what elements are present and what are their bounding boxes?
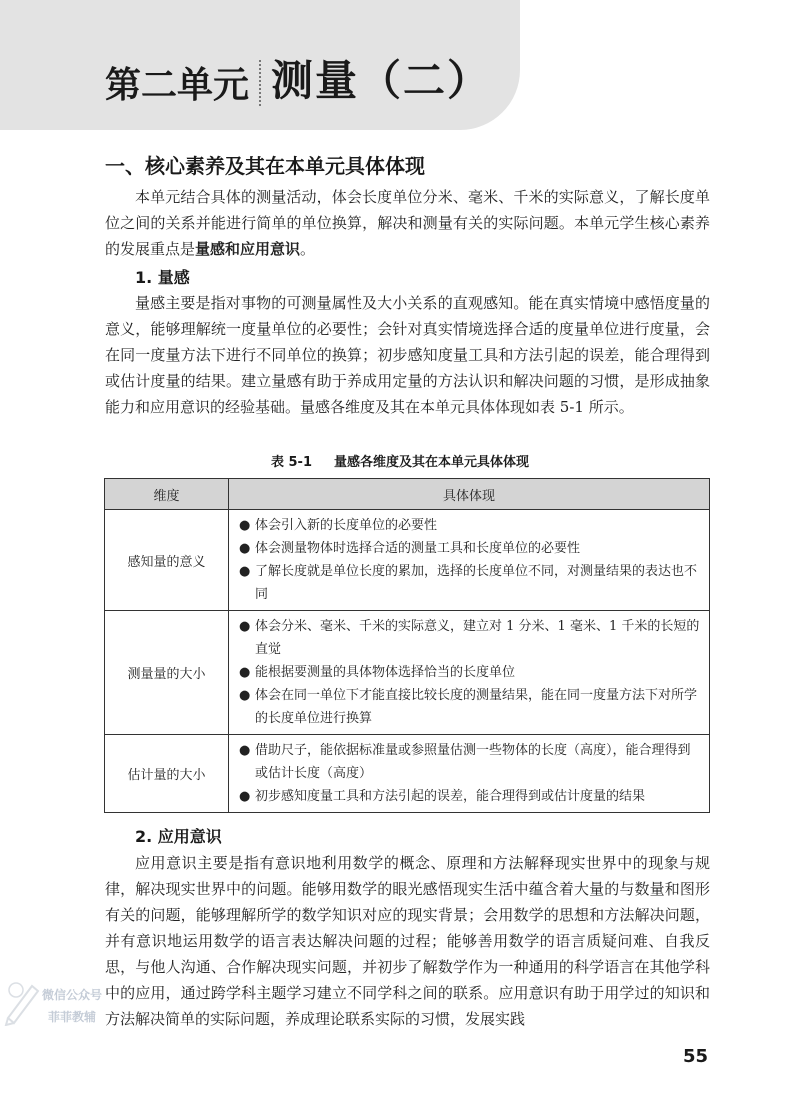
table-dimension-cell: 感知量的意义 <box>105 510 229 611</box>
intro-paragraph <box>105 184 710 262</box>
watermark <box>2 972 112 1034</box>
table-caption-title: 量感各维度及其在本单元具体体现 <box>334 455 530 470</box>
table-row <box>105 611 710 735</box>
table-bullet-item <box>239 661 701 684</box>
bullet-text: 体会分米、毫米、千米的实际意义，建立对 1 分米、1 毫米、1 千米的长短的直觉 <box>255 619 700 657</box>
bullet-icon: ● <box>239 564 251 579</box>
subsection-2-heading: 2. 应用意识 <box>135 827 222 846</box>
bullet-text: 借助尺子，能依据标准量或参照量估测一些物体的长度（高度），能合理得到或估计长度（高度） <box>255 743 691 781</box>
table-bullet-item <box>239 739 701 785</box>
table-bullet-item <box>239 684 701 730</box>
bullet-text: 体会引入新的长度单位的必要性 <box>255 518 438 533</box>
table-header-row <box>105 479 710 510</box>
unit-title <box>105 48 491 108</box>
table-caption <box>0 451 800 470</box>
subsection-1-heading: 1. 量感 <box>135 268 190 287</box>
unit-label: 第二单元 <box>105 65 250 106</box>
table-row <box>105 735 710 813</box>
watermark-line-2: 菲菲教辅 <box>48 1010 97 1024</box>
table-caption-number: 表 5-1 <box>270 455 312 470</box>
subsection-1-paragraph: 量感主要是指对事物的可测量属性及大小关系的直观感知。能在真实情境中感悟度量的意义，能够理解统一度量单位的必要性；会针对真实情境选择合适的度量单位进行度量，会在同一度量方法下进行不同单位的换算；初步感知度量工具和方法引起的误差，能合理得到或估计度量的结果。建立量感有助于养成用定量的方法认识和解决问题的习惯，是形成抽象能力和应用意识的经验基础。量感各维度及其在本单元具体体现如表 5-1 所示。 <box>105 294 710 416</box>
section-heading: 一、核心素养及其在本单元具体体现 <box>105 154 425 178</box>
table-dimension-cell: 测量量的大小 <box>105 611 229 735</box>
bullet-text: 体会在同一单位下才能直接比较长度的测量结果，能在同一度量方法下对所学的长度单位进行换算 <box>255 688 698 726</box>
subsection-2-paragraph: 应用意识主要是指有意识地利用数学的概念、原理和方法解释现实世界中的现象与规律，解决现实世界中的问题。能够用数学的眼光感悟现实生活中蕴含着大量的与数量和图形有关的问题，能够理解所学的数学知识对应的现实背景；会用数学的思想和方法解决问题，并有意识地运用数学的语言表达解决问题的过程；能够善用数学的语言质疑问难、自我反思，与他人沟通、合作解决现实问题，并初步了解数学作为一种通用的科学语言在其他学科中的应用，通过跨学科主题学习建立不同学科之间的联系。应用意识有助于用学过的知识和方法解决简单的实际问题，养成理论联系实际的习惯，发展实践 <box>105 854 710 1028</box>
title-divider <box>259 60 261 106</box>
table-details-cell <box>229 510 710 611</box>
bullet-text: 体会测量物体时选择合适的测量工具和长度单位的必要性 <box>255 541 581 556</box>
watermark-line-1: 微信公众号 <box>42 988 103 1002</box>
table-bullet-item <box>239 537 701 560</box>
bullet-text: 初步感知度量工具和方法引起的误差，能合理得到或估计度量的结果 <box>255 789 646 804</box>
table-details-cell <box>229 611 710 735</box>
bullet-text: 能根据要测量的具体物体选择恰当的长度单位 <box>255 665 516 680</box>
bullet-text: 了解长度就是单位长度的累加，选择的长度单位不同，对测量结果的表达也不同 <box>255 564 698 602</box>
unit-name: 测量（二） <box>271 56 492 105</box>
pencil-watermark-icon <box>2 978 42 1026</box>
table-header-dimension: 维度 <box>105 479 229 510</box>
bullet-icon: ● <box>239 789 251 804</box>
bullet-icon: ● <box>239 688 251 703</box>
bullet-icon: ● <box>239 518 251 533</box>
quantity-sense-table <box>104 478 710 813</box>
intro-emphasis: 量感和应用意识 <box>195 240 301 258</box>
bullet-icon: ● <box>239 665 251 680</box>
table-header-details: 具体体现 <box>229 479 710 510</box>
table-bullet-item <box>239 514 701 537</box>
intro-text: 本单元结合具体的测量活动，体会长度单位分米、毫米、千米的实际意义，了解长度单位之间的关系并能进行简单的单位换算，解决和测量有关的实际问题。本单元学生核心素养的发展重点是 <box>105 188 710 258</box>
table-bullet-item <box>239 785 701 808</box>
table-row <box>105 510 710 611</box>
bullet-icon: ● <box>239 619 251 634</box>
table-dimension-cell: 估计量的大小 <box>105 735 229 813</box>
table-details-cell <box>229 735 710 813</box>
table-bullet-item <box>239 615 701 661</box>
table-bullet-item <box>239 560 701 606</box>
bullet-icon: ● <box>239 541 251 556</box>
page-number: 55 <box>682 1046 708 1067</box>
intro-end: 。 <box>300 240 316 258</box>
bullet-icon: ● <box>239 743 251 758</box>
